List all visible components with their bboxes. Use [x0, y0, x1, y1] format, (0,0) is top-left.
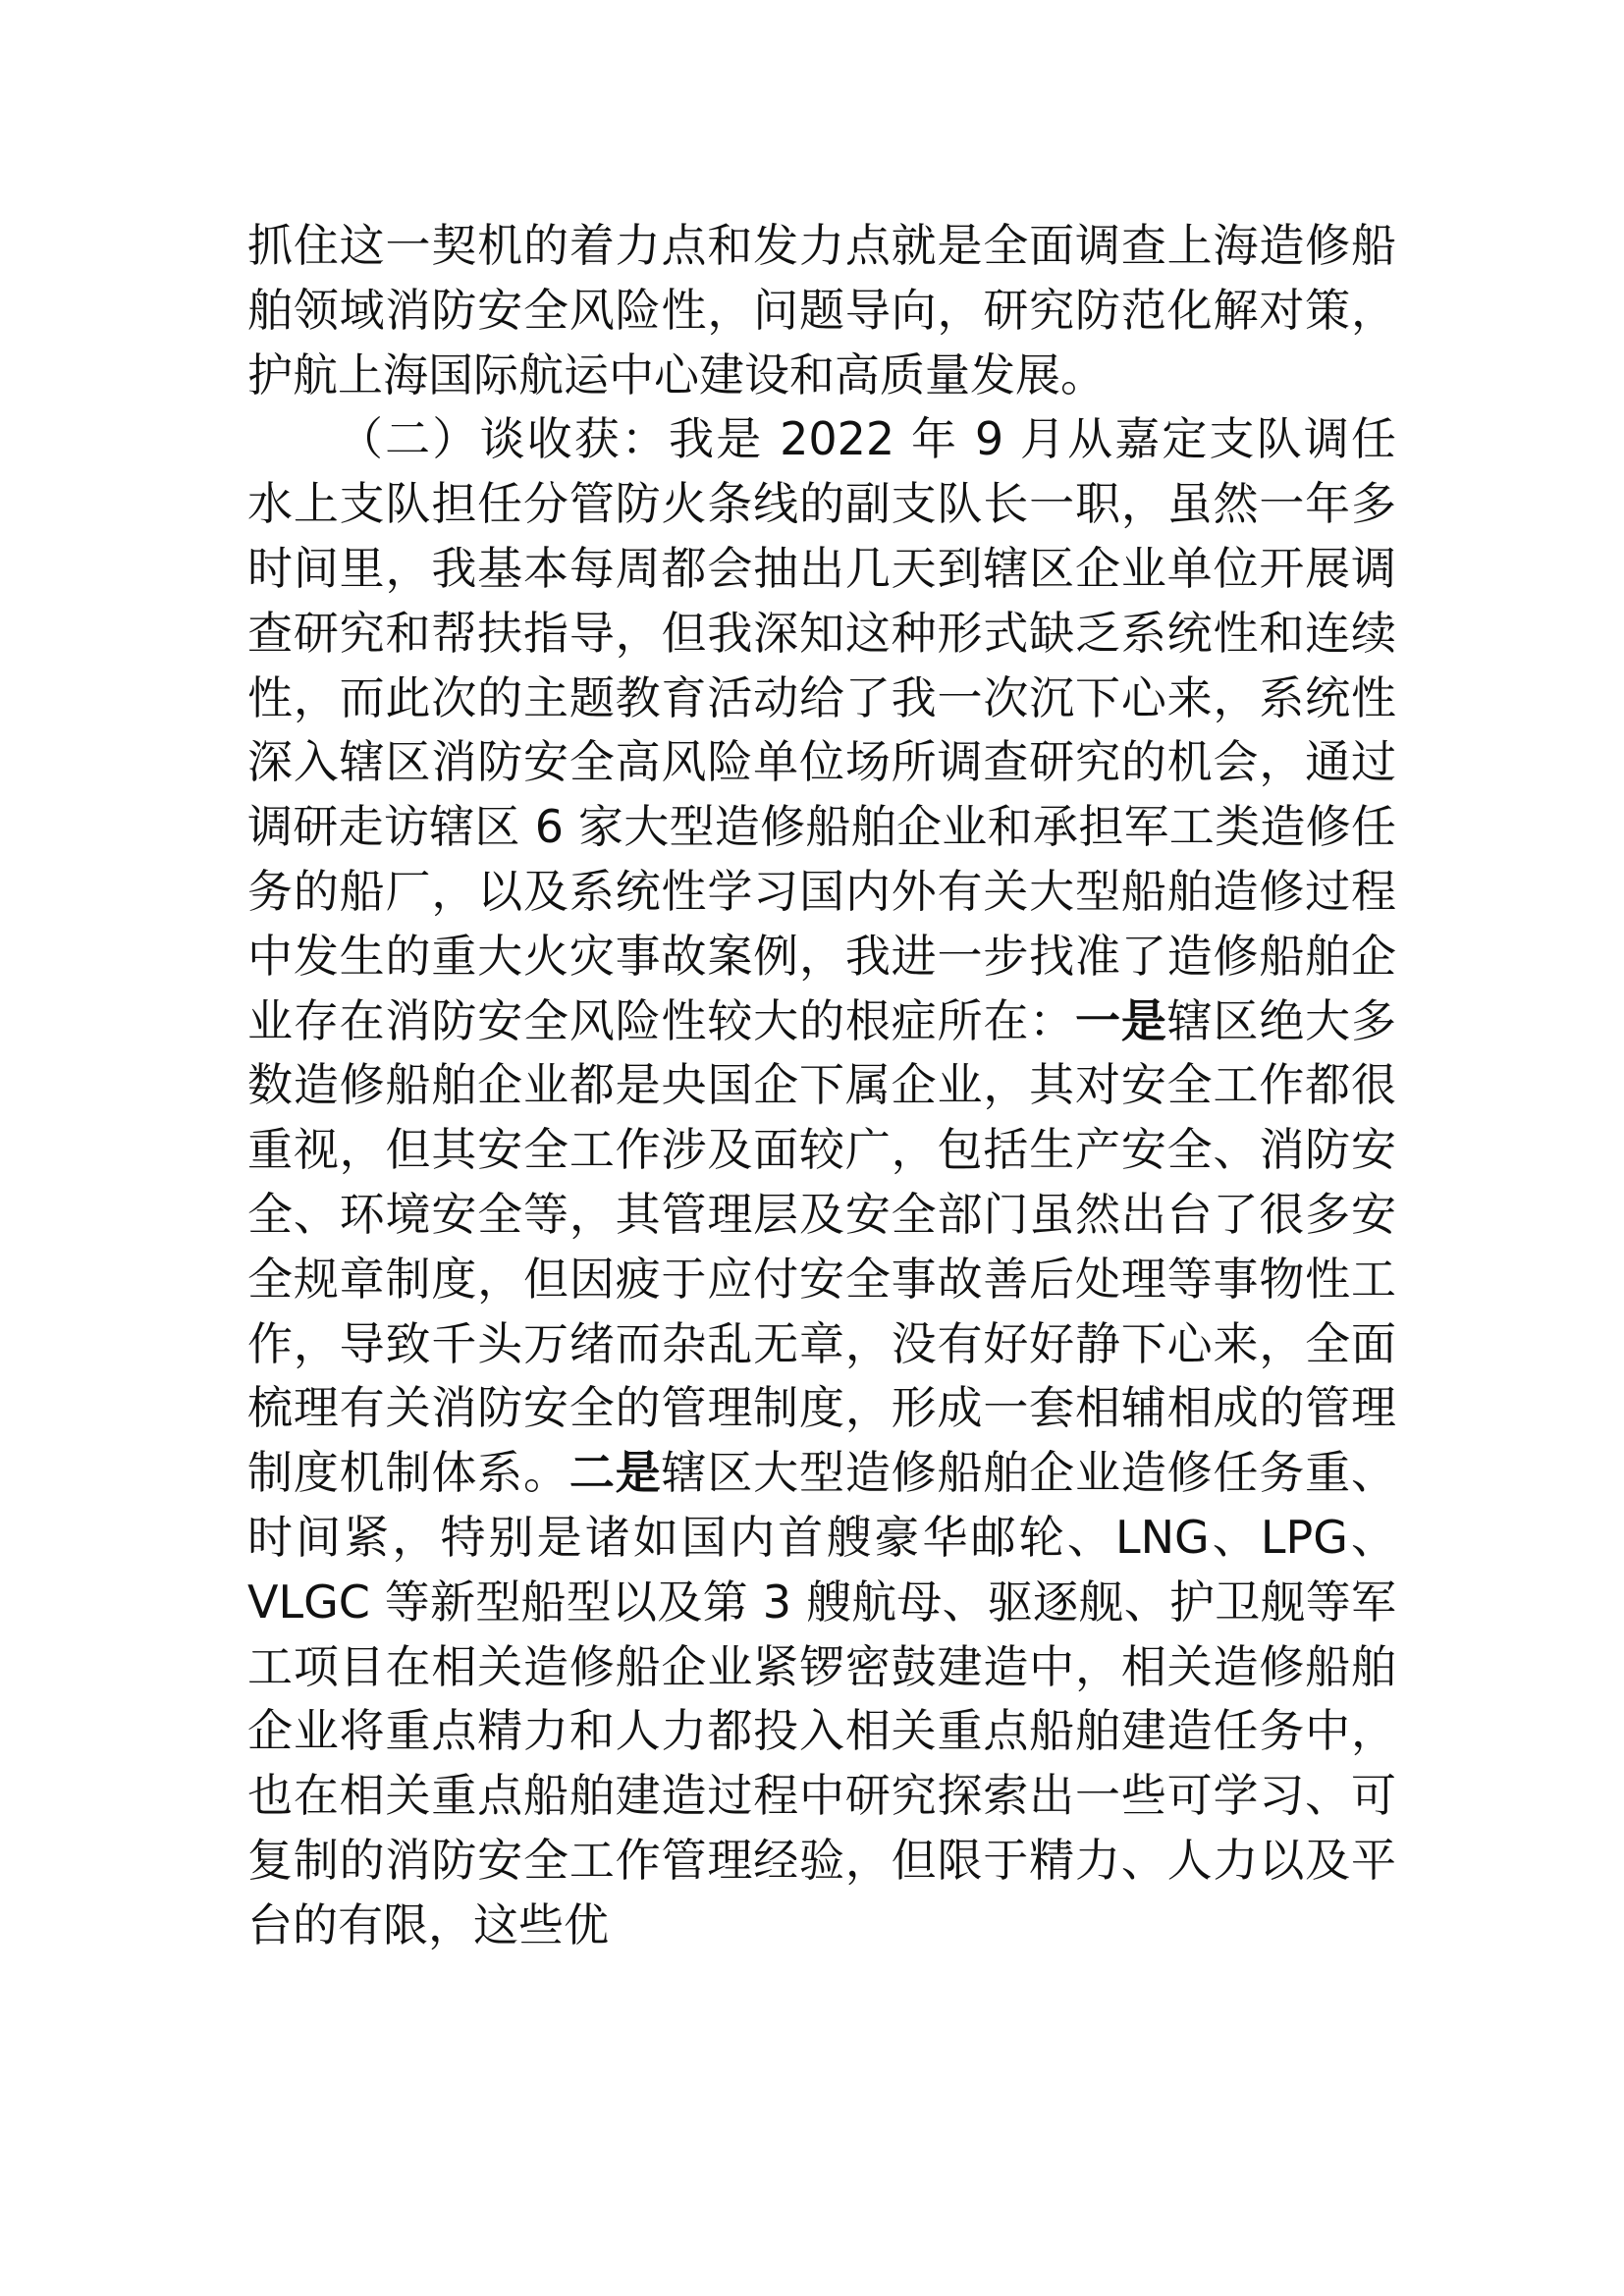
paragraph-text: 抓住这一契机的着力点和发力点就是全面调查上海造修船舶领域消防安全风险性，问题导向，研究防范化解对策，护航上海国际航运中心建设和高质量发展。 — [247, 219, 1396, 401]
point-one-text: 辖区绝大多数造修船舶企业都是央国企下属企业，其对安全工作都很重视，但其安全工作涉及面较广，包括生产安全、消防安全、环境安全等，其管理层及安全部门虽然出台了很多安全规章制度，但因疲于应付安全事故善后处理等事物性工作，导致千头万绪而杂乱无章，没有好好静下心来，全面梳理有关消防安全的管理制度，形成一套相辅相成的管理制度机制体系。 — [247, 993, 1397, 1500]
paragraph-harvest — [247, 407, 1396, 1957]
point-one-marker: 一是 — [1075, 993, 1167, 1047]
point-two-text: 辖区大型造修船舶企业造修任务重、时间紧，特别是诸如国内首艘豪华邮轮、LNG、LPG、VLGC 等新型船型以及第 3 艘航母、驱逐舰、护卫舰等军工项目在相关造修船企业紧锣密鼓建造中，相关造修船舶企业将重点精力和人力都投入相关重点船舶建造任务中，也在相关重点船舶建造过程中研究探索出一些可学习、可复制的消防安全工作管理经验，但限于精力、人力以及平台的有限，这些优 — [247, 1446, 1397, 1951]
document-body — [247, 214, 1396, 1958]
paragraph-text: （二）谈收获：我是 2022 年 9 月从嘉定支队调任水上支队担任分管防火条线的副支队长一职，虽然一年多时间里，我基本每周都会抽出几天到辖区企业单位开展调查研究和帮扶指导，但我深知这种形式缺乏系统性和连续性，而此次的主题教育活动给了我一次沉下心来，系统性深入辖区消防安全高风险单位场所调查研究的机会，通过调研走访辖区 6 家大型造修船舶企业和承担军工类造修任务的船厂，以及系统性学习国内外有关大型船舶造修过程中发生的重大火灾事故案例，我进一步找准了造修船舶企业存在消防安全风险性较大的根症所在： — [247, 412, 1396, 1047]
paragraph-continuation — [247, 214, 1396, 407]
point-two-marker: 二是 — [568, 1446, 662, 1500]
